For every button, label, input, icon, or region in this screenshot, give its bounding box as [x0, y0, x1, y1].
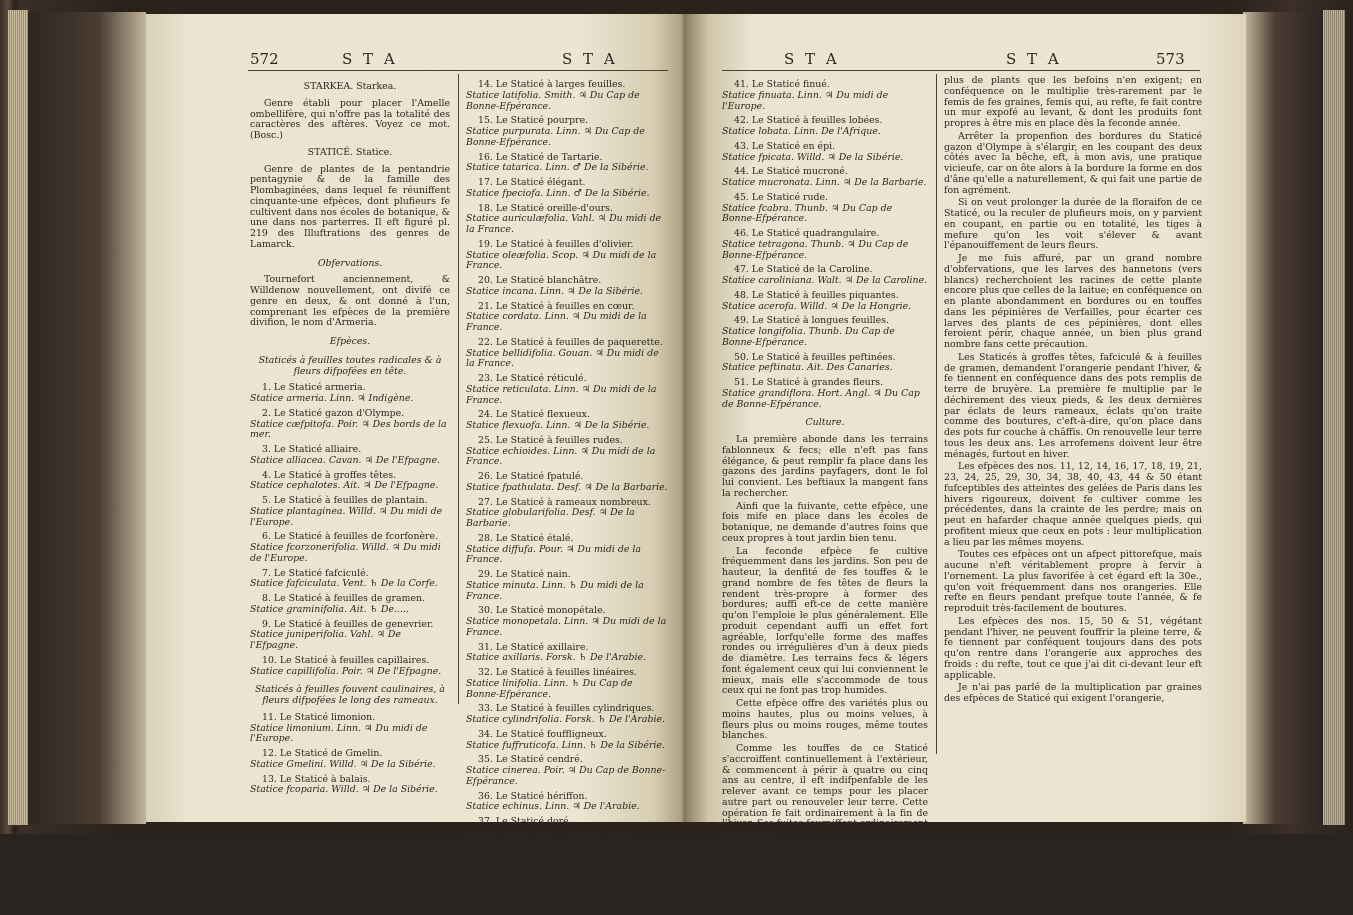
species-entry: 12. Le Staticé de Gmelin. [262, 748, 383, 759]
species-binomial: Statice cinerea. Poir. ♃ Du Cap de Bonne-Efpérance. [466, 765, 666, 787]
species-entry: 2. Le Staticé gazon d'Olympe. [262, 407, 405, 419]
species-binomial: Statice grandiflora. Hort. Angl. ♃ Du Cap de Bonne-Efpérance. [722, 387, 920, 410]
entry-heading: STARKEA. Starkea. [303, 81, 397, 92]
species-binomial: Statice flexuofa. Linn. ♃ De la Sibérie. [466, 420, 650, 431]
paragraph: Les efpèces des nos. 11, 12, 14, 16, 17, 18, 19, 21, 23, 24, 25, 29, 30, 34, 38, 40, 43, 44 & 50 étant fufceptibles des atteintes des gelées de Paris dans les hivers rigoureux, doivent fe cultiver comme les précédentes, dans la crainte de les perdre; mais on peut en hafarder chaque année quelques pieds, qui profitent mieux que ceux en pots : leur multiplication a lieu par les mêmes moyens. [944, 461, 1202, 548]
species-entry: 16. Le Staticé de Tartarie. [478, 151, 603, 163]
paragraph: Genre établi pour placer l'Amelle ombellifère, qui n'offre pas la totalité des caractères des aftères. Voyez ce mot. (Bosc.) [250, 97, 450, 141]
species-entry: 39. Le Staticé farineux. [478, 867, 590, 878]
book-cover-right [1243, 12, 1323, 824]
species-entry: 44. Le Staticé mucroné. [734, 166, 848, 178]
paragraph: La feconde efpèce fe cultive fréquemment dans les jardins. Son peu de hauteur, la denfité de fes touffes & le grand nombre de fes têtes de fleurs la rendent très-propre à former des bordures; auffi eft-ce de cette manière qu'on l'emploie le plus généralement. Elle produit cependant auffi un effet fort agréable, lorfqu'elle forme des maffes rondes ou irrégulières d'un à deux pieds de diamètre. Les terrains fecs & légers font également ceux qui lui conviennent le mieux, mais elle s'accommode de tous ceux qui ne font pas trop humides. [722, 545, 928, 697]
species-binomial: Statice minuta. Linn. ♄ Du midi de la France. [466, 579, 644, 602]
paragraph: Ainfi que la fuivante, cette efpèce, une fois mife en place dans les écoles de botanique, ne demande d'autres foins que ceux propres à tout jardin bien tenu. [722, 500, 928, 544]
page-edges-right [1323, 10, 1345, 825]
species-binomial: Statice oleæfolia. Scop. ♃ Du midi de la France. [466, 249, 657, 272]
species-binomial: Statice fcorzonerifolia. Willd. ♃ Du midi de l'Europe. [250, 542, 441, 564]
species-binomial: Statice fcabra. Thunb. ♃ Du Cap de Bonne-Efpérance. [722, 202, 893, 225]
species-entry: 8. Le Staticé à feuilles de gramen. [262, 593, 426, 604]
paragraph: Cette efpèce offre des variétés plus ou moins hautes, plus ou moins velues, à fleurs plus ou moins rouges, même toutes blanches. [722, 698, 928, 742]
species-entry: 27. Le Staticé à rameaux nombreux. [478, 496, 651, 508]
species-binomial: Statice capillifolia. Poir. ♃ De l'Efpagne. [250, 665, 442, 677]
paragraph: Comme les touffes de ce Staticé s'accroiffent continuellement à l'extérieur, & commencent à périr à quatre ou cinq ans au centre, il eft indifpenfable de les relever avant ce temps pour les placer autre part ou renouveler leur terre. Cette opération fe fait ordinairement à la fin de l'hiver. Ses fuites fourniffent ordinairement infiniment [722, 743, 928, 840]
species-entry: 51. Le Staticé à grandes fleurs. [734, 377, 884, 388]
species-entry: 15. Le Staticé pourpre. [478, 115, 589, 127]
species-binomial: Statice tatarica. Linn. ♂ De la Sibérie. [466, 162, 649, 174]
species-binomial: Statice reticulata. Linn. ♃ Du midi de la France. [466, 383, 657, 406]
running-header: S T A [562, 50, 618, 68]
species-entry: 18. Le Staticé oreille-d'ours. [478, 202, 613, 214]
species-entry: 45. Le Staticé rude. [734, 191, 829, 203]
running-header: S T A [1006, 50, 1062, 68]
species-entry: 46. Le Staticé quadrangulaire. [734, 228, 880, 239]
species-entry: 42. Le Staticé à feuilles lobées. [734, 115, 883, 127]
species-binomial: Statice armeria. Linn. ♃ Indigène. [250, 393, 414, 404]
species-entry: 32. Le Staticé à feuilles linéaires. [478, 667, 637, 678]
species-binomial: Statice juniperifolia. Vahl. ♃ De l'Efpagne. [250, 629, 401, 651]
paragraph: Je me fuis affuré, par un grand nombre d'obfervations, que les larves des hannetons (vers blancs) recherchoient les racines de cette plante encore plus que celles de la laitue; en conféquence on en plante abondamment en bordures ou en touffes dans les pépinières de Verfailles, pour écarter ces larves des plants de ces pépinières, dont elles feroient périr, chaque année, un bien plus grand nombre fans cette précaution. [944, 253, 1202, 350]
species-binomial: Statice fuffruticofa. Linn. ♄ De la Sibérie. [466, 739, 665, 751]
species-entry: 33. Le Staticé à feuilles cylindriques. [478, 703, 655, 715]
species-entry: 43. Le Staticé en épi. [734, 140, 836, 152]
paragraph: plus de plants que les befoins n'en exigent; en conféquence on le multiplie très-rarement par le femis de fes graines, femis qui, au refte, fe fait contre un mur expofé au levant, & dont les produits font propres à être mis en place dès la feconde année. [944, 75, 1202, 129]
species-binomial: Statice fcoparia. Willd. ♃ De la Sibérie. [250, 784, 438, 796]
header-rule [722, 70, 1200, 71]
species-entry: 49. Le Staticé à longues feuilles. [734, 315, 889, 327]
species-binomial: Statice finuata. Linn. ♃ Du midi de l'Europe. [722, 89, 889, 112]
species-binomial: Statice incana. Linn. ♃ De la Sibérie. [466, 285, 644, 297]
species-entry: 47. Le Staticé de la Caroline. [734, 264, 873, 276]
species-entry: 5. Le Staticé à feuilles de plantain. [262, 495, 428, 506]
species-entry: 29. Le Staticé nain. [478, 569, 571, 580]
species-binomial: Statice pruinofa. Linn. ♃ De l'Egypte. [466, 877, 646, 889]
species-entry: 37. Le Staticé doré. [478, 816, 572, 827]
species-entry: 20. Le Staticé blanchâtre. [478, 275, 602, 286]
right-page [686, 14, 1246, 840]
species-entry: 22. Le Staticé à feuilles de paquerette. [478, 336, 663, 348]
species-entry: 17. Le Staticé élégant. [478, 177, 586, 188]
paragraph: Les Staticés à groffes têtes, fafciculé & à feuilles de gramen, demandent l'orangerie pendant l'hiver, & fe tiennent en conféquence dans des pots remplis de terre de bruyère. La première fe multiplie par le déchirement des vieux pieds, & les deux dernières par éclats de leurs rameaux, éclats qu'on traite comme des boutures, c'eft-à-dire, qu'on place dans des pots fur couche à châffis. On renouvelle leur terre tous les deux ans. Les arrofemens doivent leur être ménagés, furtout en hiver. [944, 351, 1202, 460]
book-cover-left [28, 12, 146, 824]
species-binomial: Statice plantaginea. Willd. ♃ Du midi de l'Europe. [250, 505, 443, 528]
species-binomial: Statice aurea. Linn. ♃ De la Sibérie. [466, 826, 639, 838]
species-binomial: Statice globularifolia. Desf. ♃ De la Barbarie. [466, 507, 635, 529]
species-binomial: Statice graminifolia. Ait. ♄ De..... [250, 603, 409, 615]
species-binomial: Statice cephalotes. Ait. ♃ De l'Efpagne. [250, 480, 439, 492]
species-binomial: Statice tetragona. Thunb. ♃ Du Cap de Bonne-Efpérance. [722, 238, 909, 261]
species-binomial: Statice axillaris. Forsk. ♄ De l'Arabie. [466, 652, 646, 664]
species-binomial: Statice cordata. Linn. ♃ Du midi de la France. [466, 311, 647, 333]
species-entry: 41. Le Staticé finué. [734, 79, 830, 90]
species-entry: 1. Le Staticé armeria. [262, 382, 366, 394]
species-binomial: Statice latifolia. Smith. ♃ Du Cap de Bonne-Efpérance. [466, 89, 640, 112]
page-number: 572 [250, 50, 279, 68]
species-binomial: Statice peftinata. Ait. Des Canaries. [722, 362, 893, 374]
text-column-1 [250, 76, 450, 796]
species-binomial: Statice bellidifolia. Gouan. ♃ Du midi de la France. [466, 347, 659, 370]
text-column-2 [466, 76, 668, 915]
section-heading: Staticés à feuilles toutes radicales & à fleurs difpofées en tête. [258, 354, 442, 377]
column-rule [458, 74, 459, 704]
column-rule [936, 74, 937, 754]
species-binomial: Statice alliacea. Cavan. ♃ De l'Efpagne. [250, 454, 440, 466]
species-entry: 26. Le Staticé fpatulé. [478, 471, 584, 482]
species-entry: 21. Le Staticé à feuilles en cœur. [478, 300, 635, 312]
species-binomial: Statice ferulacea. Linn. ♄ De l'Efpagne. [466, 852, 656, 864]
species-binomial: Statice echinus. Linn. ♃ De l'Arabie. [466, 801, 640, 813]
species-binomial: Statice echioides. Linn. ♃ Du midi de la France. [466, 445, 656, 468]
species-binomial: Statice fpicata. Willd. ♃ De la Sibérie. [722, 151, 904, 163]
paragraph: Je n'ai pas parlé de la multiplication par graines des efpèces de Staticé qui exigent l'orangerie, [944, 682, 1202, 704]
species-entry: 35. Le Staticé cendré. [478, 754, 583, 766]
species-binomial: Statice aphylla. Poir. ♃ De la Sibérie. [466, 903, 643, 915]
page-number: 573 [1156, 50, 1185, 68]
running-header: S T A [342, 50, 398, 68]
species-binomial: Statice diffufa. Pour. ♃ Du midi de la France. [466, 543, 641, 566]
species-binomial: Statice caroliniana. Walt. ♃ De la Caroline. [722, 275, 928, 286]
species-entry: 11. Le Staticé limonion. [262, 711, 376, 723]
species-entry: 48. Le Staticé à feuilles piquantes. [734, 289, 899, 301]
section-heading: Efpèces. [329, 336, 371, 347]
header-rule [248, 70, 668, 71]
species-binomial: Statice acerofa. Willd. ♃ De la Hongrie. [722, 300, 912, 312]
species-binomial: Statice longifolia. Thunb. Du Cap de Bonne-Efpérance. [722, 326, 895, 348]
page-edges-left [8, 10, 28, 825]
paragraph: Arrêter la propenfion des bordures du Staticé gazon d'Olympe à s'élargir, en les coupant des deux côtés avec la bêche, eft, à mon avis, une pratique vicieufe, car on ôte alors à la bordure la forme en dos d'âne qu'elle a naturellement, & qui fait une partie de fon agrément. [944, 130, 1202, 196]
species-entry: 9. Le Staticé à feuilles de genevrier. [262, 618, 434, 630]
text-column-1 [722, 76, 928, 843]
species-entry: 36. Le Staticé hériffon. [478, 790, 588, 802]
species-entry: 19. Le Staticé à feuilles d'olivier. [478, 238, 634, 250]
section-heading: Staticés à feuilles fouvent caulinaires, à fleurs difpofées le long des rameaux. [255, 684, 445, 706]
paragraph: Tournefort anciennement, & Willdenow nouvellement, ont divifé ce genre en deux, & ont donné à l'un, comprenant les efpèces de la première divifion, le nom d'Armeria. [250, 274, 450, 329]
species-entry: 10. Le Staticé à feuilles capillaires. [262, 654, 430, 666]
species-binomial: Statice cæfpitofa. Poir. ♃ Des bords de la mer. [250, 418, 447, 441]
species-binomial: Statice limonium. Linn. ♃ Du midi de l'Europe. [250, 722, 428, 745]
species-entry: 7. Le Staticé fafciculé. [262, 567, 369, 579]
species-entry: 13. Le Staticé à balais. [262, 773, 371, 785]
paragraph: Si on veut prolonger la durée de la floraifon de ce Staticé, ou la reculer de plufieurs mois, on y parvient en coupant, en partie ou en totalité, les tiges à mefure qu'on les voit s'élever & avant l'épanouiffement de leurs fleurs. [944, 197, 1202, 252]
paragraph: La première abonde dans les terrains fablonneux & fecs; elle n'eft pas fans élégance, & peut remplir fa place dans les gazons des jardins payfagers, dont le fol lui convient. Les beftiaux la mangent fans la rechercher. [722, 434, 928, 499]
species-entry: 24. Le Staticé flexueux. [478, 409, 590, 421]
entry-heading: STATICÉ. Statice. [307, 146, 393, 158]
species-entry: 31. Le Staticé axillaire. [478, 641, 589, 653]
species-entry: 14. Le Staticé à larges feuilles. [478, 79, 626, 90]
species-binomial: Statice mucronata. Linn. ♃ De la Barbarie. [722, 177, 927, 188]
species-entry: 30. Le Staticé monopétale. [478, 605, 606, 617]
species-entry: 38. Le Staticé à feuilles de férule. [478, 841, 639, 853]
running-header: S T A [784, 50, 840, 68]
section-heading: Culture. [805, 417, 845, 429]
species-entry: 3. Le Staticé alliaire. [262, 444, 362, 455]
paragraph: Genre de plantes de la pentandrie pentagynie & de la famille des Plombaginées, dans lequel fe réuniffent cinquante-une efpèces, dont plufieurs fe cultivent dans nos écoles de botanique, & une dans nos parterres. Il eft figuré pl. 219 des Illuftrations des genres de Lamarck. [250, 163, 450, 250]
species-binomial: Statice fpeciofa. Linn. ♂ De la Sibérie. [466, 187, 650, 199]
species-binomial: Statice cylindrifolia. Forsk. ♄ De l'Arabie. [466, 714, 665, 725]
section-heading: Obfervations. [317, 257, 383, 269]
species-entry: 4. Le Staticé à groffes têtes. [262, 469, 397, 481]
species-binomial: Statice auriculæfolia. Vahl. ♃ Du midi de la France. [466, 213, 662, 235]
species-binomial: Statice linifolia. Linn. ♄ Du Cap de Bonne-Efpérance. [466, 677, 633, 700]
paragraph: Les efpèces des nos. 15, 50 & 51, végétant pendant l'hiver, ne peuvent fouffrir la pleine terre, & fe tiennent par conféquent toujours dans des pots qu'on rentre dans l'orangerie aux approches des froids : du refte, tout ce que j'ai dit ci-devant leur eft applicable. [944, 615, 1202, 681]
species-binomial: Statice fafciculata. Vent. ♄ De la Corfe. [250, 578, 438, 590]
species-binomial: Statice purpurata. Linn. ♃ Du Cap de Bonne-Efpérance. [466, 126, 645, 148]
left-page [146, 14, 686, 915]
paragraph: Toutes ces efpèces ont un afpect pittorefque, mais aucune n'eft véritablement propre à fervir à l'ornement. La plus favorifée à cet égard eft la 30e., qu'on voit fréquemment dans nos orangeries. Elle refte en fleurs pendant prefque toute l'année, & fe reproduit très-facilement de boutures. [944, 549, 1202, 614]
species-binomial: Statice fpathulata. Desf. ♃ De la Barbarie. [466, 481, 668, 493]
species-entry: 25. Le Staticé à feuilles rudes. [478, 434, 623, 446]
species-entry: 50. Le Staticé à feuilles peftinées. [734, 351, 896, 363]
species-entry: 28. Le Staticé étalé. [478, 532, 574, 544]
species-entry: 40. Le Staticé fans feuilles. [478, 892, 608, 904]
species-binomial: Statice lobata. Linn. De l'Afrique. [722, 126, 881, 137]
species-binomial: Statice Gmelini. Willd. ♃ De la Sibérie. [250, 758, 436, 770]
species-entry: 23. Le Staticé réticulé. [478, 373, 587, 384]
species-entry: 34. Le Staticé fouffligneux. [478, 728, 607, 740]
text-column-2 [944, 76, 1202, 707]
species-entry: 6. Le Staticé à feuilles de fcorfonère. [262, 531, 439, 543]
species-binomial: Statice monopetala. Linn. ♃ Du midi de la France. [466, 616, 667, 638]
